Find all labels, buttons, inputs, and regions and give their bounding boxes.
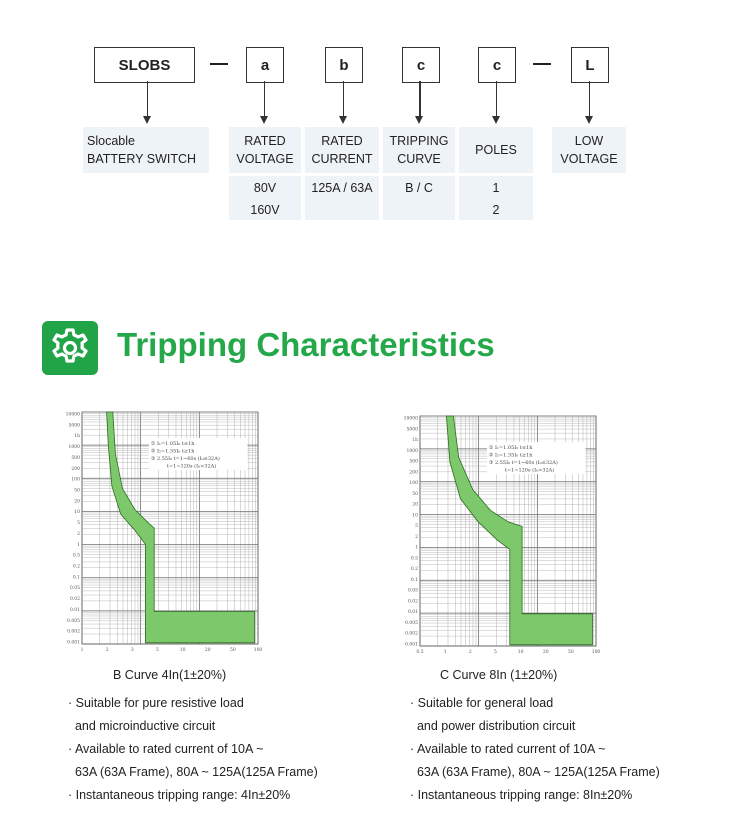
b-x-tick-label: 1	[80, 648, 84, 653]
c-x-tick-label: 10	[517, 650, 524, 655]
b-y-tick-label: 20	[74, 499, 80, 505]
c-y-tick-label: 100	[409, 481, 418, 487]
b-legend-line: ③ 2.55I₀ t=1~60s (I₀≤32A)	[150, 456, 220, 462]
header-voltage-line2: VOLTAGE	[236, 152, 294, 166]
b-y-tick-label: 0.005	[67, 618, 80, 624]
code-box-current: b	[325, 47, 363, 83]
b-curve-chart	[62, 400, 272, 658]
b-curve-caption: B Curve 4In(1±20%)	[113, 668, 227, 682]
c-bullet-1: · Suitable for general load	[410, 696, 554, 710]
c-y-tick-label: 500	[409, 459, 418, 465]
c-y-tick-label: 1000	[406, 448, 418, 454]
arrow-series	[147, 81, 148, 117]
b-y-tick-label: 200	[71, 466, 80, 472]
b-y-tick-label: 0.05	[69, 586, 80, 592]
header-poles	[459, 127, 533, 173]
b-y-tick-label: 1h	[74, 434, 80, 440]
b-bullet-4: 63A (63A Frame), 80A ~ 125A(125A Frame)	[68, 765, 318, 779]
b-y-tick-label: 1000	[68, 445, 80, 451]
c-y-tick-label: 1h	[412, 438, 418, 444]
c-axis-labels	[404, 416, 418, 648]
b-y-tick-label: 0.02	[69, 597, 80, 603]
b-x-tick-label: 2	[105, 648, 109, 653]
b-y-tick-label: 5000	[68, 423, 80, 429]
b-y-tick-label: 0.5	[72, 553, 80, 559]
arrow-voltage	[264, 81, 265, 117]
curve-value-1: B / C	[405, 181, 433, 195]
arrow-poles	[496, 81, 497, 117]
header-current	[305, 127, 379, 173]
c-y-tick-label: 0.05	[407, 588, 418, 594]
b-legend-line: ① I₁=1.05I₀ t≤1h	[150, 441, 195, 447]
b-x-tick-label: 5	[155, 648, 159, 653]
current-value-1: 125A / 63A	[311, 181, 373, 195]
c-x-tick-label: 5	[493, 650, 497, 655]
b-bullet-3: · Available to rated current of 10A ~	[68, 742, 264, 756]
b-y-tick-label: 0.01	[69, 607, 80, 613]
b-x-tick-label: 100	[253, 648, 263, 653]
c-legend-line: ① I₁=1.05I₀ t≤1h	[488, 445, 533, 451]
header-current-line2: CURRENT	[311, 152, 373, 166]
c-y-tick-label: 20	[412, 502, 418, 508]
b-x-tick-label: 10	[179, 648, 186, 653]
c-curve-caption: C Curve 8In (1±20%)	[440, 668, 558, 682]
arrow-low-voltage	[589, 81, 590, 117]
values-poles-cell	[459, 176, 533, 220]
c-curve-chart	[400, 406, 610, 658]
header-curve-line1: TRIPPING	[389, 134, 449, 148]
b-y-tick-label: 5	[77, 521, 80, 527]
c-y-tick-label: 1	[415, 545, 418, 551]
c-legend-line: ② I₂=1.35I₀ t≥1h	[488, 452, 533, 459]
b-y-tick-label: 0.1	[72, 575, 80, 581]
c-y-tick-label: 0.002	[405, 631, 418, 637]
c-y-tick-label: 0.5	[410, 556, 418, 562]
c-bullet-2: and power distribution circuit	[410, 719, 576, 733]
c-y-tick-label: 0.02	[407, 599, 418, 605]
b-x-tick-label: 50	[229, 648, 236, 653]
code-box-low-voltage: L	[571, 47, 609, 83]
code-box-curve: c	[402, 47, 440, 83]
header-curve	[383, 127, 455, 173]
code-box-poles: c	[478, 47, 516, 83]
b-y-tick-label: 0.001	[67, 640, 80, 646]
c-legend-line: t=1~120s (I₀>32A)	[504, 467, 555, 474]
header-voltage	[229, 127, 301, 173]
header-series	[83, 127, 209, 173]
arrow-curve	[419, 81, 421, 117]
header-current-line1: RATED	[321, 134, 363, 148]
c-bullet-3: · Available to rated current of 10A ~	[410, 742, 606, 756]
header-curve-line2: CURVE	[397, 152, 441, 166]
c-x-tick-label: 100	[591, 650, 601, 655]
b-y-tick-label: 0.002	[67, 629, 80, 635]
c-y-tick-label: 0.005	[405, 620, 418, 626]
values-curve-cell	[383, 176, 455, 220]
c-x-tick-label: 2	[468, 650, 472, 655]
code-dash-2	[533, 63, 551, 65]
b-legend-line: t=1~120s (I₀>32A)	[166, 463, 217, 470]
c-y-tick-label: 10000	[403, 416, 418, 422]
pole-value-2: 2	[492, 203, 500, 217]
header-low-line2: VOLTAGE	[560, 152, 618, 166]
values-current-cell	[305, 176, 379, 220]
c-y-tick-label: 0.01	[407, 610, 418, 616]
code-box-voltage: a	[246, 47, 284, 83]
b-bullet-2: and microinductive circuit	[68, 719, 216, 733]
section-title: Tripping Characteristics	[117, 326, 495, 363]
b-x-tick-label: 3	[130, 648, 134, 653]
c-y-tick-label: 0.2	[410, 567, 418, 573]
gear-icon	[42, 321, 98, 375]
c-bullet-4: 63A (63A Frame), 80A ~ 125A(125A Frame)	[410, 765, 660, 779]
c-x-tick-label: 1	[443, 650, 447, 655]
values-voltage-cell	[229, 176, 301, 220]
c-y-tick-label: 0.1	[410, 577, 418, 583]
c-y-tick-label: 10	[412, 513, 418, 519]
c-legend-line: ③ 2.55I₀ t=1~60s (I₀≤32A)	[488, 460, 558, 466]
c-y-tick-label: 50	[412, 491, 418, 497]
c-y-tick-label: 5	[415, 524, 418, 530]
b-x-tick-label: 20	[204, 648, 211, 653]
b-axis-labels	[66, 412, 80, 646]
header-low-voltage	[552, 127, 626, 173]
b-y-tick-label: 2	[77, 531, 80, 537]
c-y-tick-label: 200	[409, 470, 418, 476]
header-series-line1: Slocable	[87, 134, 135, 148]
pole-value-1: 1	[492, 181, 500, 195]
c-x-tick-label: 50	[567, 650, 574, 655]
b-y-tick-label: 1	[77, 542, 80, 548]
c-y-tick-label: 2	[415, 534, 418, 540]
header-voltage-line1: RATED	[244, 134, 286, 148]
code-dash-1	[210, 63, 228, 65]
c-legend	[487, 442, 586, 474]
c-x-tick-label: 0.5	[416, 650, 424, 655]
b-legend	[149, 438, 248, 470]
c-y-tick-label: 0.001	[405, 642, 418, 648]
code-box-series: SLOBS	[94, 47, 195, 83]
c-y-tick-label: 5000	[406, 427, 418, 433]
b-y-tick-label: 500	[71, 455, 80, 461]
header-poles-label: POLES	[475, 143, 517, 157]
b-legend-line: ② I₂=1.35I₀ t≥1h	[150, 448, 195, 455]
voltage-value-1: 80V	[253, 181, 277, 195]
voltage-value-2: 160V	[250, 203, 280, 217]
arrow-current	[343, 81, 344, 117]
b-bullet-1: · Suitable for pure resistive load	[68, 696, 244, 710]
b-y-tick-label: 0.2	[72, 564, 80, 570]
b-y-tick-label: 100	[71, 477, 80, 483]
b-y-tick-label: 10	[74, 510, 80, 516]
c-bullet-5: · Instantaneous tripping range: 8In±20%	[410, 788, 633, 802]
b-bullet-5: · Instantaneous tripping range: 4In±20%	[68, 788, 291, 802]
header-series-line2: BATTERY SWITCH	[87, 152, 197, 166]
header-low-line1: LOW	[574, 134, 604, 148]
b-y-tick-label: 10000	[65, 412, 80, 418]
b-y-tick-label: 50	[74, 488, 80, 494]
c-x-tick-label: 20	[542, 650, 549, 655]
